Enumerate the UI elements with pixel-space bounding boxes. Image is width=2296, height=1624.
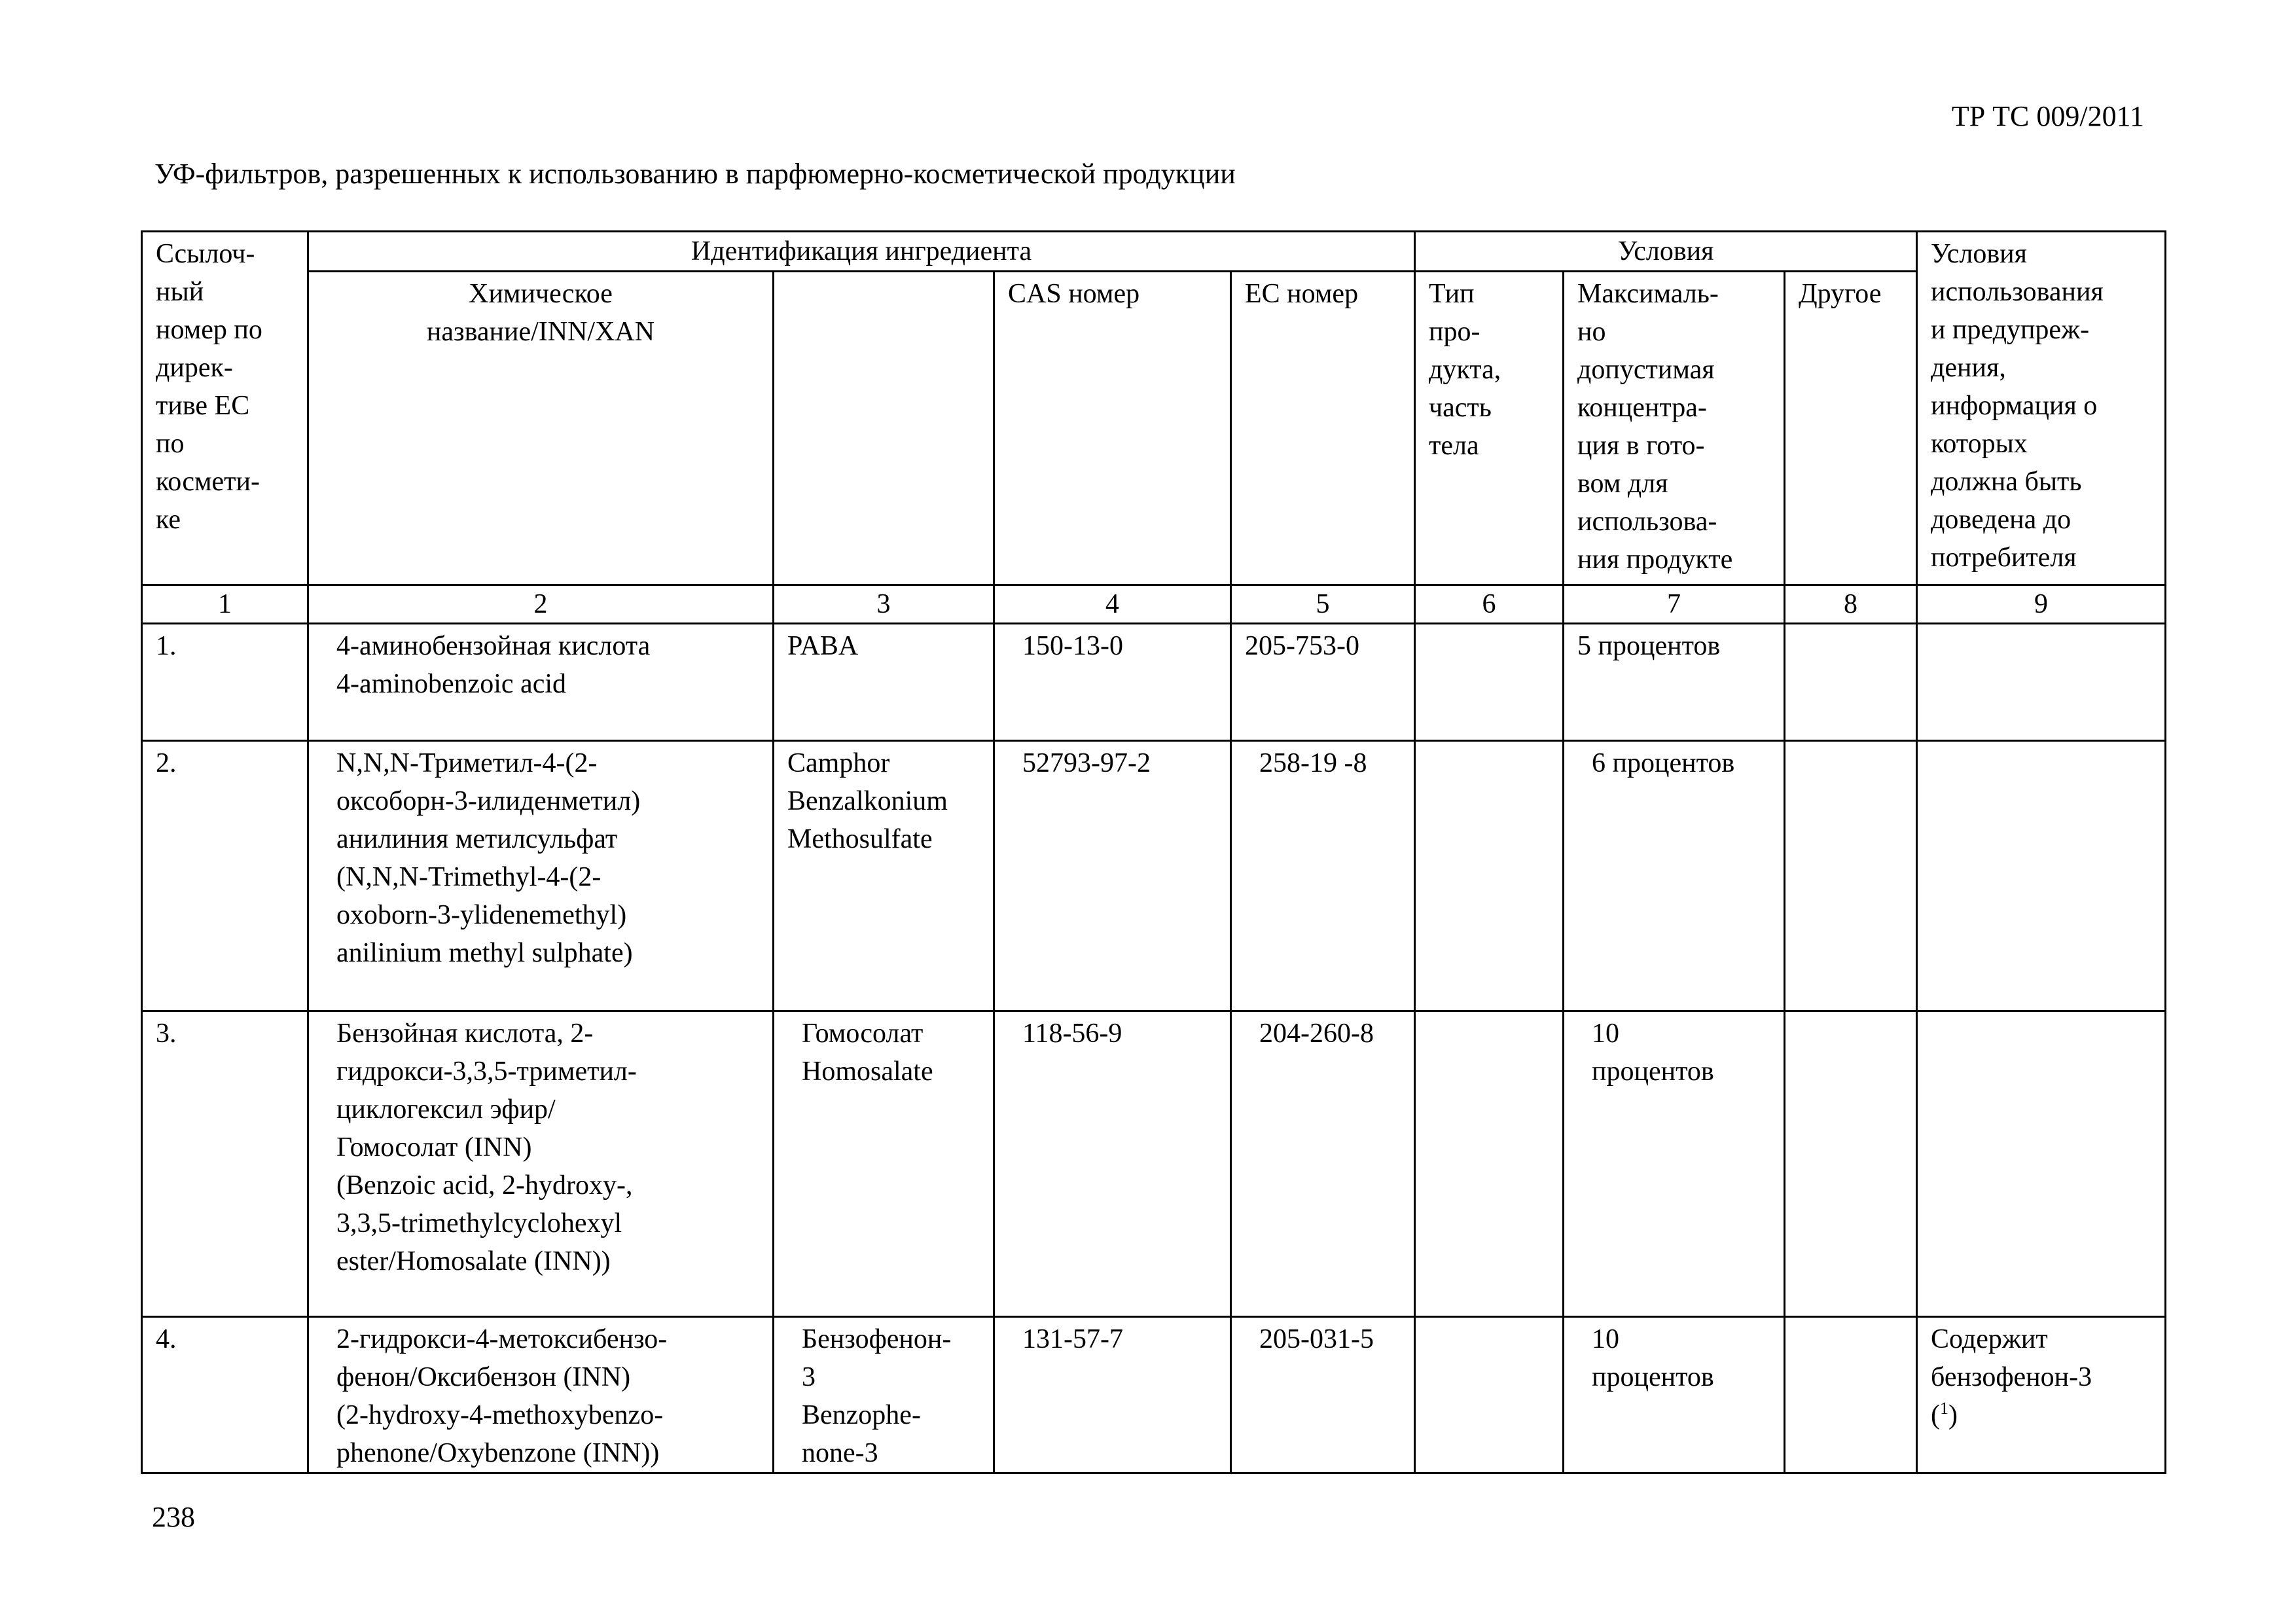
row-cas-number: 118-56-9	[994, 1011, 1231, 1317]
row-ref-number: 3.	[142, 1011, 308, 1317]
row-product-type	[1415, 741, 1564, 1011]
header-row-groups	[142, 232, 2166, 272]
header-cas-number: CAS номер	[994, 272, 1231, 585]
column-number: 8	[1785, 585, 1917, 624]
row-usage-warnings	[1917, 1317, 2166, 1473]
row-name: Бензофенон- 3 Benzophe- none-3	[774, 1317, 994, 1473]
row-name: PABA	[774, 624, 994, 741]
row-product-type	[1415, 1011, 1564, 1317]
row-ref-number: 4.	[142, 1317, 308, 1473]
row-product-type	[1415, 624, 1564, 741]
row-ec-number: 204-260-8	[1231, 1011, 1415, 1317]
table-row	[142, 1011, 2166, 1317]
usage-text-end: )	[1948, 1400, 1958, 1430]
column-number: 9	[1917, 585, 2166, 624]
header-ec-number: ЕС номер	[1231, 272, 1415, 585]
row-max-concentration: 10 процентов	[1564, 1317, 1785, 1473]
row-ec-number: 205-753-0	[1231, 624, 1415, 741]
table-row	[142, 1317, 2166, 1473]
column-number: 4	[994, 585, 1231, 624]
column-number: 1	[142, 585, 308, 624]
column-number: 5	[1231, 585, 1415, 624]
row-cas-number: 131-57-7	[994, 1317, 1231, 1473]
row-max-concentration: 5 процентов	[1564, 624, 1785, 741]
row-ec-number: 258-19 -8	[1231, 741, 1415, 1011]
row-cas-number: 150-13-0	[994, 624, 1231, 741]
row-usage-warnings	[1917, 741, 2166, 1011]
row-chemical-name: Бензойная кислота, 2- гидрокси-3,3,5-триметил- циклогексил эфир/ Гомосолат (INN) (Benzoic acid, 2-hydroxy-, 3,3,5-trimethylcyclohexyl ester/Homosalate (INN))	[308, 1011, 774, 1317]
row-chemical-name: N,N,N-Триметил-4-(2- оксоборн-3-илиденметил) анилиния метилсульфат (N,N,N-Trimethyl-4-(2- oxoborn-3-ylidenemethyl) anilinium methyl sulphate)	[308, 741, 774, 1011]
table-row	[142, 741, 2166, 1011]
column-number: 7	[1564, 585, 1785, 624]
header-other: Другое	[1785, 272, 1917, 585]
row-other	[1785, 741, 1917, 1011]
row-name: Гомосолат Homosalate	[774, 1011, 994, 1317]
header-row-columns	[142, 272, 2166, 585]
header-usage-warnings: Условия использования и предупреж- дения, информация о которых должна быть доведена до потребителя	[1917, 232, 2166, 585]
row-cas-number: 52793-97-2	[994, 741, 1231, 1011]
header-name	[774, 272, 994, 585]
row-max-concentration: 6 процентов	[1564, 741, 1785, 1011]
row-ec-number: 205-031-5	[1231, 1317, 1415, 1473]
usage-text: Содержит бензофенон-3 (	[1931, 1324, 2092, 1430]
document-code: ТР ТС 009/2011	[1951, 100, 2144, 132]
row-ref-number: 2.	[142, 741, 308, 1011]
footnote-reference: 1	[1940, 1399, 1949, 1418]
table-row	[142, 624, 2166, 741]
header-conditions: Условия	[1415, 232, 1917, 272]
row-ref-number: 1.	[142, 624, 308, 741]
column-number: 6	[1415, 585, 1564, 624]
row-name: Camphor Benzalkonium Methosulfate	[774, 741, 994, 1011]
page-number: 238	[152, 1501, 195, 1533]
column-number: 3	[774, 585, 994, 624]
header-max-concentration: Максималь- но допустимая концентра- ция в гото- вом для использова- ния продукте	[1564, 272, 1785, 585]
header-ingredient-identification: Идентификация ингредиента	[308, 232, 1415, 272]
row-chemical-name: 4-аминобензойная кислота 4-aminobenzoic acid	[308, 624, 774, 741]
row-other	[1785, 624, 1917, 741]
row-usage-warnings	[1917, 1011, 2166, 1317]
row-chemical-name: 2-гидрокси-4-метоксибензо- фенон/Оксибензон (INN) (2-hydroxy-4-methoxybenzo- phenone/Oxybenzone (INN))	[308, 1317, 774, 1473]
column-number: 2	[308, 585, 774, 624]
row-other	[1785, 1317, 1917, 1473]
header-chemical-name: Химическое название/INN/XAN	[308, 272, 774, 585]
header-ref-number: Ссылоч- ный номер по дирек- тиве ЕС по космети- ке	[142, 232, 308, 585]
document-title: УФ-фильтров, разрешенных к использованию в парфюмерно-косметической продукции	[154, 158, 1236, 190]
row-usage-warnings	[1917, 624, 2166, 741]
row-max-concentration: 10 процентов	[1564, 1011, 1785, 1317]
header-product-type: Тип про- дукта, часть тела	[1415, 272, 1564, 585]
row-other	[1785, 1011, 1917, 1317]
column-number-row	[142, 585, 2166, 624]
row-product-type	[1415, 1317, 1564, 1473]
uv-filters-table	[141, 230, 2166, 1474]
